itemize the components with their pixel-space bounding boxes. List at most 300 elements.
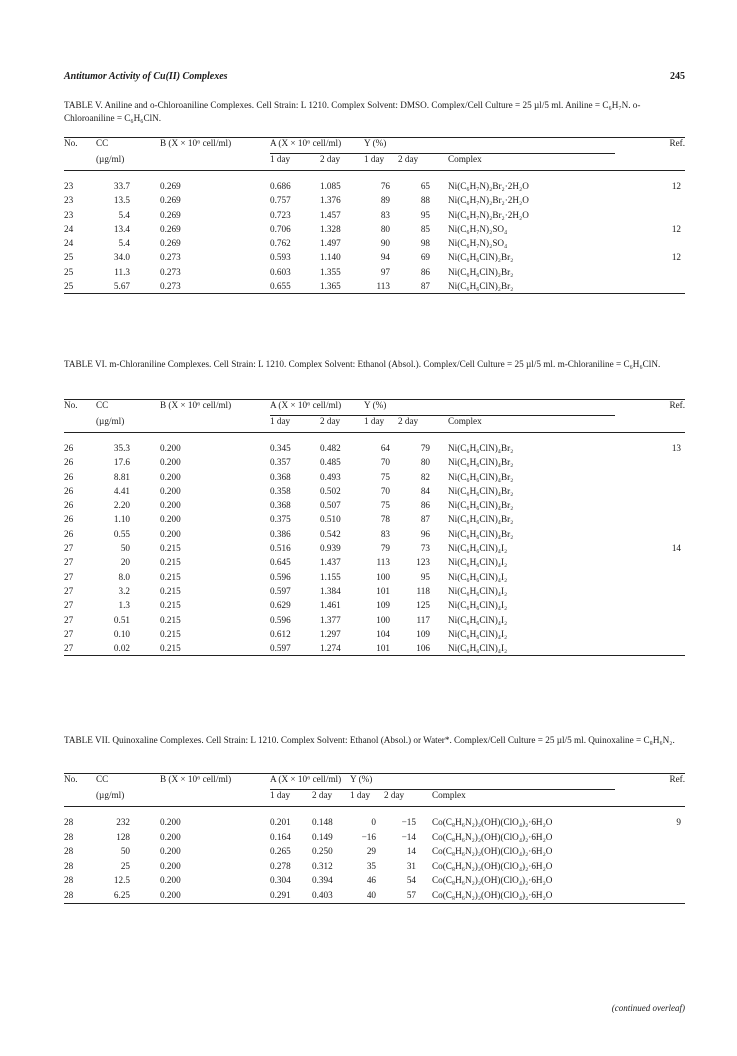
cell-y1: 35 (366, 860, 376, 871)
cell-a2: 1.297 (320, 628, 341, 639)
cell-y1: 89 (380, 195, 390, 206)
table7 (64, 773, 685, 904)
cell-a2: 1.274 (320, 641, 364, 656)
cell-a2: 1.384 (320, 585, 341, 596)
cell-a1: 0.597 (270, 641, 320, 656)
cell-cc: 50 (120, 846, 130, 857)
cell-y2: 88 (420, 195, 430, 206)
cell-y1: 80 (380, 223, 390, 234)
cell-a1: 0.757 (270, 195, 291, 206)
header-y-day2: 2 day (398, 416, 438, 433)
cell-a1: 0.375 (270, 514, 291, 525)
cell-no: 23 (64, 195, 74, 206)
table-row (64, 859, 685, 874)
cell-b: 0.269 (160, 195, 181, 206)
cell-no: 27 (64, 585, 74, 596)
cell-y1: 76 (380, 181, 390, 191)
cell-b: 0.269 (160, 209, 181, 220)
cell-ref (615, 641, 685, 656)
cell-cc: 232 (116, 817, 130, 827)
cell-no: 25 (64, 252, 74, 263)
cell-ref (615, 279, 685, 294)
cell-no: 25 (64, 279, 96, 294)
cell-complex: Ni(C₆H₆ClN)₄I₂ (448, 571, 508, 582)
page-number: 245 (670, 71, 685, 82)
cell-a2: 0.312 (312, 860, 333, 871)
cell-b: 0.200 (160, 528, 181, 539)
cell-no: 28 (64, 860, 74, 871)
cell-complex: Ni(C₆H₆ClN)₂Br₂ (448, 252, 514, 263)
cell-ref (615, 844, 685, 859)
table6-body (64, 400, 685, 656)
table-row (64, 613, 685, 627)
cell-b: 0.269 (160, 223, 181, 234)
cell-ref (615, 484, 685, 498)
cell-y1: 90 (380, 238, 390, 249)
cell-a1: 0.368 (270, 500, 291, 511)
cell-no: 28 (64, 831, 74, 842)
cell-cc: 25 (120, 860, 130, 871)
cell-b: 0.200 (160, 846, 181, 857)
cell-b: 0.215 (160, 600, 181, 611)
cell-cc: 11.3 (114, 266, 130, 277)
cell-y1: 113 (364, 279, 398, 294)
cell-b: 0.215 (160, 614, 181, 625)
cell-a2: 0.485 (320, 457, 341, 468)
cell-y2: 87 (398, 279, 438, 294)
cell-a1: 0.593 (270, 252, 291, 263)
cell-ref: 12 (671, 223, 681, 234)
table-row (64, 470, 685, 484)
header-y-day1: 1 day (350, 790, 384, 807)
cell-no: 26 (64, 485, 74, 496)
header-complex: Complex (448, 416, 615, 433)
cell-a2: 1.085 (320, 181, 341, 191)
cell-y2: 65 (420, 181, 430, 191)
header-no: No. (64, 138, 96, 154)
cell-a2: 1.155 (320, 571, 341, 582)
table-row (64, 584, 685, 598)
cell-complex: Ni(C₆H₆ClN)₄Br₂ (448, 457, 514, 468)
cell-ref: 9 (676, 817, 681, 827)
cell-a2: 0.510 (320, 514, 341, 525)
cell-cc: 0.51 (113, 614, 130, 625)
cell-b: 0.200 (160, 457, 181, 468)
table-row (64, 598, 685, 612)
table-row (64, 279, 685, 294)
cell-b: 0.200 (160, 485, 181, 496)
cell-a2: 1.377 (320, 614, 341, 625)
table-row (64, 441, 685, 455)
cell-complex: Ni(C₆H₆ClN)₄Br₂ (448, 485, 514, 496)
cell-ref (615, 265, 685, 279)
cell-y2: 117 (416, 614, 430, 625)
cell-cc: 1.3 (118, 600, 130, 611)
table5-caption: TABLE V. Aniline and o-Chloroaniline Complexes. Cell Strain: L 1210. Complex Solvent: DMSO. Complex/Cell Culture = 25 µl/5 ml. Aniline = C₆H₇N. o-Chloroaniline = C₆H₆ClN. (64, 100, 641, 123)
cell-a1: 0.278 (270, 860, 291, 871)
table-row (64, 484, 685, 498)
table-row (64, 498, 685, 512)
cell-a1: 0.612 (270, 628, 291, 639)
table-row (64, 815, 685, 830)
cell-a2: 1.461 (320, 600, 341, 611)
cell-complex: Ni(C₆H₆ClN)₄I₂ (448, 600, 508, 611)
cell-a2: 0.493 (320, 471, 341, 482)
cell-ref (615, 470, 685, 484)
cell-b: 0.200 (160, 514, 181, 525)
table-row (64, 888, 685, 903)
cell-no: 27 (64, 628, 74, 639)
cell-b: 0.273 (160, 252, 181, 263)
header-y-day2: 2 day (398, 154, 438, 171)
cell-a1: 0.386 (270, 528, 291, 539)
header-cc-unit: (µg/ml) (96, 416, 160, 433)
header-no: No. (64, 400, 96, 416)
cell-a1: 0.645 (270, 557, 291, 568)
cell-y2: 95 (420, 571, 430, 582)
cell-y1: 101 (364, 641, 398, 656)
cell-cc: 0.10 (113, 628, 130, 639)
cell-y1: 94 (380, 252, 390, 263)
cell-no: 26 (64, 514, 74, 525)
cell-y2: 57 (384, 888, 424, 903)
cell-y1: 70 (380, 485, 390, 496)
table-row (64, 193, 685, 207)
cell-y1: 109 (376, 600, 390, 611)
cell-ref (615, 859, 685, 874)
header-a-day2: 2 day (320, 416, 364, 433)
cell-y2: 106 (398, 641, 438, 656)
cell-no: 27 (64, 600, 74, 611)
cell-a1: 0.265 (270, 846, 291, 857)
cell-y1: 101 (376, 585, 390, 596)
cell-y1: 40 (350, 888, 384, 903)
header-cc-unit: (µg/ml) (96, 790, 160, 807)
cell-y2: 118 (416, 585, 430, 596)
header-y-day1: 1 day (364, 154, 398, 171)
cell-b: 0.269 (160, 181, 181, 191)
header-ref: Ref. (615, 138, 685, 154)
table-row (64, 830, 685, 845)
cell-a1: 0.358 (270, 485, 291, 496)
cell-a1: 0.596 (270, 571, 291, 582)
cell-complex: Ni(C₆H₆ClN)₄I₂ (448, 557, 508, 568)
cell-b: 0.200 (160, 831, 181, 842)
header-cc: CC (96, 138, 160, 154)
header-a: A (X × 10⁶ cell/ml) (270, 138, 364, 154)
cell-ref (615, 193, 685, 207)
cell-ref (615, 627, 685, 641)
cell-a2: 0.148 (312, 817, 333, 827)
cell-a1: 0.603 (270, 266, 291, 277)
table7-body (64, 774, 685, 904)
cell-y1: 0 (371, 817, 376, 827)
cell-b: 0.200 (160, 817, 181, 827)
cell-a2: 1.355 (320, 266, 341, 277)
cell-y1: 113 (376, 557, 390, 568)
cell-b: 0.215 (160, 641, 270, 656)
cell-y2: 95 (420, 209, 430, 220)
cell-no: 26 (64, 443, 74, 453)
cell-b: 0.200 (160, 443, 181, 453)
cell-no: 28 (64, 817, 74, 827)
cell-complex: Ni(C₆H₆ClN)₄I₂ (448, 543, 508, 554)
cell-y2: 54 (406, 875, 416, 886)
table7-caption: TABLE VII. Quinoxaline Complexes. Cell Strain: L 1210. Complex Solvent: Ethanol (Absol.) or Water*. Complex/Cell Culture = 25 µl/5 ml. Quinoxaline = C₈H₆N₂. (64, 735, 675, 745)
cell-complex: Ni(C₆H₆ClN)₄I₂ (448, 628, 508, 639)
cell-complex: Ni(C₆H₆ClN)₄Br₂ (448, 471, 514, 482)
cell-y2: 96 (420, 528, 430, 539)
cell-y1: 70 (380, 457, 390, 468)
cell-cc: 5.4 (118, 209, 130, 220)
cell-a2: 0.482 (320, 443, 341, 453)
cell-cc: 17.6 (113, 457, 130, 468)
table-row (64, 873, 685, 888)
cell-no: 24 (64, 238, 74, 249)
cell-y2: 109 (416, 628, 430, 639)
cell-ref (615, 570, 685, 584)
cell-cc: 0.02 (96, 641, 160, 656)
cell-no: 27 (64, 571, 74, 582)
header-a-day1: 1 day (270, 154, 320, 171)
cell-a1: 0.706 (270, 223, 291, 234)
cell-complex: Ni(C₆H₆ClN)₂Br₂ (448, 266, 514, 277)
cell-b: 0.200 (160, 875, 181, 886)
cell-cc: 12.5 (113, 875, 130, 886)
cell-complex: Co(C₈H₆N₂)₂(OH)(ClO₄)₂·6H₂O (432, 875, 553, 886)
header-y-day1: 1 day (364, 416, 398, 433)
cell-a1: 0.596 (270, 614, 291, 625)
cell-y1: 79 (380, 543, 390, 554)
cell-y2: −15 (401, 817, 416, 827)
header-y: Y (%) (364, 138, 615, 154)
cell-b: 0.215 (160, 543, 181, 554)
header-b: B (X × 10⁶ cell/ml) (160, 400, 270, 416)
table6 (64, 399, 685, 656)
cell-a1: 0.368 (270, 471, 291, 482)
header-a-day1: 1 day (270, 790, 312, 807)
header-cc-unit: (µg/ml) (96, 154, 160, 171)
cell-b: 0.200 (160, 888, 270, 903)
cell-cc: 0.55 (113, 528, 130, 539)
cell-a2: 0.403 (312, 888, 350, 903)
cell-a1: 0.723 (270, 209, 291, 220)
header-complex: Complex (448, 154, 615, 171)
cell-cc: 13.5 (113, 195, 130, 206)
cell-b: 0.215 (160, 557, 181, 568)
cell-y2: 69 (420, 252, 430, 263)
cell-no: 28 (64, 875, 74, 886)
header-ref: Ref. (615, 400, 685, 416)
cell-complex: Ni(C₆H₆ClN)₄Br₂ (448, 500, 514, 511)
cell-y2: 125 (416, 600, 430, 611)
cell-a1: 0.291 (270, 888, 312, 903)
cell-ref (615, 527, 685, 541)
cell-y1: 97 (380, 266, 390, 277)
cell-cc: 4.41 (113, 485, 130, 496)
cell-complex: Ni(C₆H₇N)₂SO₄ (448, 223, 508, 234)
header-a: A (X × 10⁶ cell/ml) (270, 774, 350, 790)
cell-no: 27 (64, 543, 74, 554)
table-row (64, 179, 685, 193)
header-complex: Complex (432, 790, 615, 807)
cell-a1: 0.357 (270, 457, 291, 468)
header-a-day1: 1 day (270, 416, 320, 433)
header-y: Y (%) (364, 400, 615, 416)
cell-b: 0.273 (160, 266, 181, 277)
cell-y1: 100 (376, 571, 390, 582)
cell-a1: 0.655 (270, 279, 320, 294)
cell-ref (615, 555, 685, 569)
cell-y2: −14 (401, 831, 416, 842)
cell-y1: 78 (380, 514, 390, 525)
cell-cc: 1.10 (113, 514, 130, 525)
cell-y1: 75 (380, 500, 390, 511)
cell-complex: Ni(C₆H₆ClN)₄Br₂ (448, 443, 514, 453)
cell-ref (615, 830, 685, 845)
header-no: No. (64, 774, 96, 790)
table-row (64, 222, 685, 236)
cell-a2: 0.542 (320, 528, 341, 539)
cell-a2: 0.507 (320, 500, 341, 511)
table-row (64, 236, 685, 250)
cell-ref (615, 598, 685, 612)
cell-a2: 1.457 (320, 209, 341, 220)
cell-ref (615, 613, 685, 627)
cell-ref (615, 236, 685, 250)
cell-no: 27 (64, 641, 96, 656)
cell-no: 27 (64, 557, 74, 568)
cell-cc: 6.25 (96, 888, 160, 903)
cell-y1: 46 (366, 875, 376, 886)
cell-no: 28 (64, 846, 74, 857)
cell-y1: 29 (366, 846, 376, 857)
header-y-day2: 2 day (384, 790, 424, 807)
header-cc: CC (96, 400, 160, 416)
cell-a2: 0.149 (312, 831, 333, 842)
cell-complex: Co(C₈H₆N₂)₂(OH)(ClO₄)₂·6H₂O (432, 831, 553, 842)
cell-a2: 1.365 (320, 279, 364, 294)
cell-a1: 0.345 (270, 443, 291, 453)
cell-no: 27 (64, 614, 74, 625)
cell-complex: Ni(C₆H₆ClN)₂Br₂ (448, 279, 615, 294)
cell-a1: 0.762 (270, 238, 291, 249)
table-row (64, 641, 685, 656)
cell-a1: 0.304 (270, 875, 291, 886)
cell-ref (615, 512, 685, 526)
cell-b: 0.200 (160, 860, 181, 871)
cell-y2: 31 (406, 860, 416, 871)
table-row (64, 844, 685, 859)
table-row (64, 555, 685, 569)
cell-complex: Co(C₈H₆N₂)₂(OH)(ClO₄)₂·6H₂O (432, 817, 553, 827)
table-row (64, 455, 685, 469)
cell-complex: Ni(C₆H₆ClN)₄I₂ (448, 585, 508, 596)
cell-no: 26 (64, 471, 74, 482)
cell-y2: 82 (420, 471, 430, 482)
cell-a2: 1.437 (320, 557, 341, 568)
cell-y2: 87 (420, 514, 430, 525)
cell-a2: 1.328 (320, 223, 341, 234)
cell-y2: 84 (420, 485, 430, 496)
table6-caption: TABLE VI. m-Chloraniline Complexes. Cell Strain: L 1210. Complex Solvent: Ethanol (Absol.). Complex/Cell Culture = 25 µl/5 ml. m-Chloraniline = C₆H₆ClN. (64, 359, 661, 369)
cell-a2: 1.376 (320, 195, 341, 206)
cell-complex: Ni(C₆H₇N)₂Br₂·2H₂O (448, 195, 529, 206)
cell-y1: 83 (380, 528, 390, 539)
cell-cc: 50 (120, 543, 130, 554)
cell-a2: 1.497 (320, 238, 341, 249)
cell-complex: Ni(C₆H₆ClN)₄I₂ (448, 641, 615, 656)
cell-cc: 128 (116, 831, 130, 842)
cell-no: 25 (64, 266, 74, 277)
cell-complex: Co(C₈H₆N₂)₂(OH)(ClO₄)₂·6H₂O (432, 888, 615, 903)
cell-ref (615, 584, 685, 598)
header-a-day2: 2 day (320, 154, 364, 171)
cell-a1: 0.516 (270, 543, 291, 554)
running-title: Antitumor Activity of Cu(II) Complexes (64, 71, 228, 82)
cell-b: 0.215 (160, 571, 181, 582)
cell-ref: 13 (671, 443, 681, 453)
cell-ref: 12 (671, 181, 681, 191)
cell-cc: 8.81 (113, 471, 130, 482)
cell-ref (615, 498, 685, 512)
cell-a2: 0.394 (312, 875, 333, 886)
cell-cc: 3.2 (118, 585, 130, 596)
cell-a2: 1.140 (320, 252, 341, 263)
cell-y2: 123 (416, 557, 430, 568)
cell-b: 0.200 (160, 471, 181, 482)
table-row (64, 627, 685, 641)
cell-y2: 79 (420, 443, 430, 453)
header-b: B (X × 10⁶ cell/ml) (160, 774, 270, 790)
cell-y1: 100 (376, 614, 390, 625)
cell-cc: 20 (120, 557, 130, 568)
cell-no: 24 (64, 223, 74, 234)
cell-y1: 83 (380, 209, 390, 220)
table-row (64, 527, 685, 541)
cell-ref (615, 455, 685, 469)
cell-a1: 0.629 (270, 600, 291, 611)
cell-a1: 0.164 (270, 831, 291, 842)
header-ref: Ref. (615, 774, 685, 790)
cell-complex: Ni(C₆H₇N)₂Br₂·2H₂O (448, 209, 529, 220)
table-row (64, 265, 685, 279)
table-row (64, 208, 685, 222)
cell-a1: 0.201 (270, 817, 291, 827)
cell-no: 26 (64, 528, 74, 539)
cell-y2: 86 (420, 266, 430, 277)
cell-cc: 8.0 (118, 571, 130, 582)
header-b: B (X × 10⁶ cell/ml) (160, 138, 270, 154)
cell-ref: 14 (671, 543, 681, 554)
cell-a1: 0.597 (270, 585, 291, 596)
cell-y2: 98 (420, 238, 430, 249)
cell-ref (615, 888, 685, 903)
table-row (64, 570, 685, 584)
running-header (64, 71, 685, 82)
cell-complex: Ni(C₆H₆ClN)₄Br₂ (448, 528, 514, 539)
cell-complex: Co(C₈H₆N₂)₂(OH)(ClO₄)₂·6H₂O (432, 846, 553, 857)
cell-complex: Ni(C₆H₇N)₂Br₂·2H₂O (448, 181, 529, 191)
cell-ref (615, 208, 685, 222)
cell-cc: 33.7 (113, 181, 130, 191)
cell-a2: 0.250 (312, 846, 333, 857)
cell-y2: 85 (420, 223, 430, 234)
cell-complex: Ni(C₆H₆ClN)₄Br₂ (448, 514, 514, 525)
cell-a1: 0.686 (270, 181, 291, 191)
cell-no: 23 (64, 181, 74, 191)
continued-note: (continued overleaf) (611, 1003, 685, 1013)
